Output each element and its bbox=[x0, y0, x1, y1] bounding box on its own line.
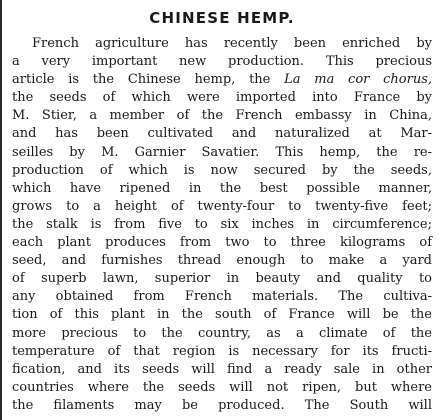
article-line: grows to a height of twenty-four to twenty-five feet; bbox=[12, 198, 432, 214]
article-line: tion of this plant in the south of France will be the bbox=[12, 307, 432, 323]
article-line bbox=[12, 71, 432, 89]
article-line: production of which is now secured by the seeds, bbox=[12, 162, 432, 178]
column-rule bbox=[0, 0, 2, 420]
article-line: and has been cultivated and naturalized at Mar- bbox=[12, 126, 432, 142]
article-line: any obtained from French materials. The cultiva- bbox=[12, 289, 432, 305]
article-line: which have ripened in the best possible manner, bbox=[12, 180, 432, 196]
article-line-text: article is the Chinese hemp, the bbox=[12, 72, 285, 88]
article-line: the seeds of which were imported into France by bbox=[12, 90, 432, 106]
article-line: fication, and its seeds will find a ready sale in other bbox=[12, 361, 432, 377]
article-line: countries where the seeds will not ripen, but where bbox=[12, 379, 432, 395]
article-line: of superb lawn, superior in beauty and quality to bbox=[12, 271, 432, 287]
article-title: CHINESE HEMP. bbox=[149, 9, 295, 27]
article-line: seed, and furnishes thread enough to make a yard bbox=[12, 253, 432, 269]
article-line: temperature of that region is necessary for its fructi- bbox=[12, 343, 432, 359]
article-line: more precious to the country, as a climate of the bbox=[12, 325, 432, 341]
article-line: the filaments may be produced. The South will bbox=[12, 397, 432, 413]
article-line: M. Stier, a member of the French embassy in China, bbox=[12, 108, 432, 124]
article-body bbox=[12, 35, 432, 415]
article-line: seilles by M. Garnier Savatier. This hemp, the re- bbox=[12, 144, 432, 160]
article-line: each plant produces from two to three kilograms of bbox=[12, 235, 432, 251]
article-line: the stalk is from five to six inches in circumference; bbox=[12, 216, 432, 232]
article-line: French agriculture has recently been enriched by bbox=[32, 36, 432, 51]
article-line: a very important new production. This precious bbox=[12, 54, 432, 70]
species-name: La ma cor chorus, bbox=[284, 72, 432, 88]
